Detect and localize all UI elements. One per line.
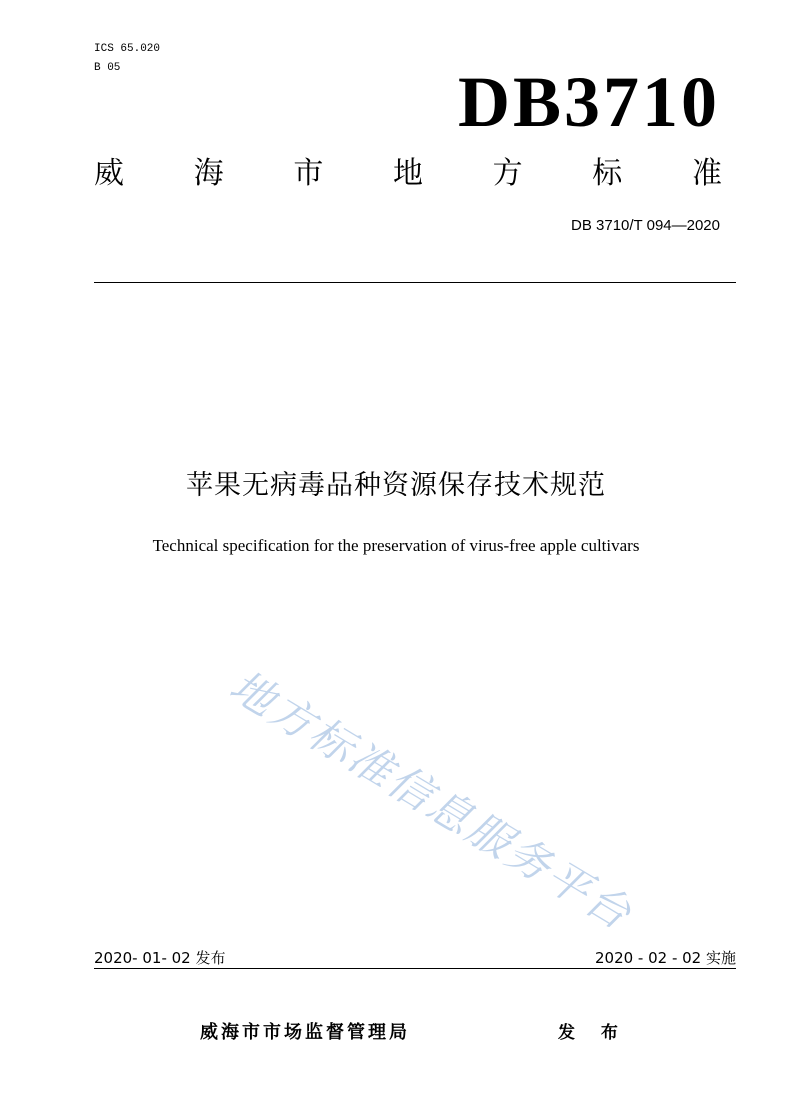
bottom-divider	[94, 968, 736, 969]
issuer-name: 威海市市场监督管理局	[200, 1022, 410, 1043]
document-title-en: Technical specification for the preservation of virus-free apple cultivars	[152, 536, 640, 555]
standard-type-char: 海	[193, 156, 224, 191]
top-divider	[94, 282, 736, 283]
standard-type-char: 标	[592, 156, 623, 191]
standard-code-logo: DB3710	[457, 62, 720, 142]
document-title-cn: 苹果无病毒品种资源保存技术规范	[186, 470, 606, 501]
standard-type-char: 地	[392, 156, 423, 191]
issue-label: 发 布	[558, 1023, 628, 1043]
standard-type-char: 市	[293, 156, 324, 191]
ics-code: ICS 65.020	[94, 43, 161, 55]
standard-type-title	[94, 154, 722, 194]
publish-date: 2020- 01- 02 发布	[94, 949, 226, 967]
standard-type-char: 方	[492, 156, 523, 191]
ccs-code: B 05	[94, 62, 121, 74]
standard-number: DB 3710/T 094—2020	[571, 217, 720, 234]
standard-type-char: 准	[691, 156, 722, 191]
standard-type-char: 威	[94, 156, 124, 191]
watermark: 地方标准信息服务平台	[220, 661, 642, 941]
implement-date: 2020 - 02 - 02 实施	[594, 949, 736, 967]
